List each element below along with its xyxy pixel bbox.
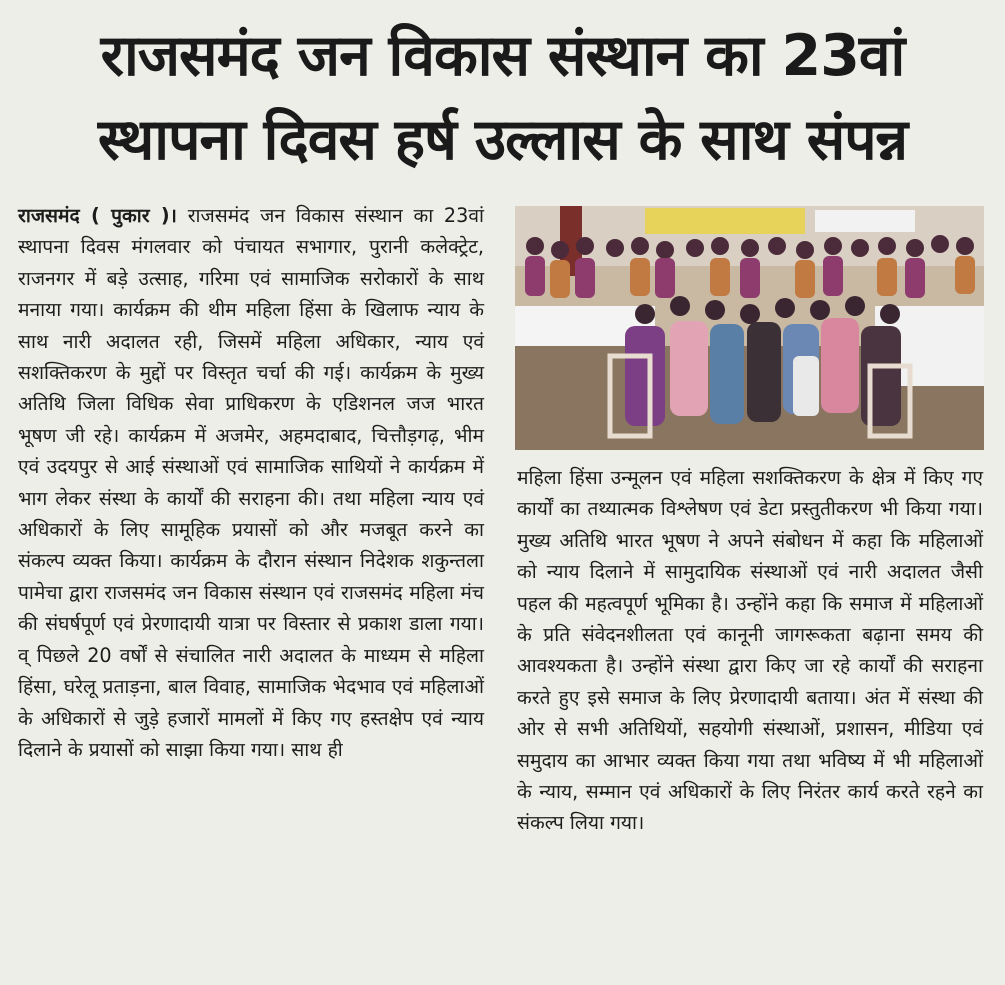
group-photo <box>515 206 984 450</box>
dateline: राजसमंद ( पुकार )। <box>18 204 177 227</box>
article-text-left: राजसमंद जन विकास संस्थान का 23वां स्थापना दिवस मंगलवार को पंचायत सभागार, पुरानी कलेक्ट्रेट, राजनगर में बड़े उत्साह, गरिमा एवं सामाजिक सरोकारों के साथ मनाया गया। कार्यक्रम की थीम महिला हिंसा के खिलाफ न्याय के साथ नारी अदालत रही, जिसमें महिला अधिकार, न्याय एवं सशक्तिकरण के मुद्दों पर विस्तृत चर्चा की गई। कार्यक्रम के मुख्य अतिथि जिला विधिक सेवा प्राधिकरण के एडिशनल जज भारत भूषण जी रहे। कार्यक्रम में अजमेर, अहमदाबाद, चित्तौड़गढ़, भीम एवं उदयपुर से आई संस्थाओं एवं सामाजिक साथियों ने कार्यक्रम में भाग लेकर संस्था के कार्यों की सराहना की। तथा महिला न्याय एवं अधिकारों के लिए सामूहिक प्रयासों को और मजबूत करने का संकल्प व्यक्त किया। कार्यक्रम के दौरान संस्थान निदेशक शकुन्तला पामेचा द्वारा राजसमंद जन विकास संस्थान एवं राजसमंद महिला मंच की संघर्षपूर्ण एवं प्रेरणादायी यात्रा पर विस्तार से प्रकाश डाला गया। व् पिछले 20 वर्षों से संचालित नारी अदालत के माध्यम से महिला हिंसा, घरेलू प्रताड़ना, बाल विवाह, सामाजिक भेदभाव एवं महिलाओं के अधिकारों से जुड़े हजारों मामलों में किए गए हस्तक्षेप एवं न्याय दिलाने के प्रयासों को साझा किया गया। साथ ही <box>18 204 484 761</box>
article-column-right <box>517 462 983 839</box>
headline <box>0 14 1005 182</box>
headline-line-2: स्थापना दिवस हर्ष उल्लास के साथ संपन्न <box>97 107 908 173</box>
article-text-right: महिला हिंसा उन्मूलन एवं महिला सशक्तिकरण के क्षेत्र में किए गए कार्यों का तथ्यात्मक विश्लेषण एवं डेटा प्रस्तुतीकरण भी किया गया। मुख्य अतिथि भारत भूषण ने अपने संबोधन में कहा कि महिलाओं को न्याय दिलाने में सामुदायिक संस्थाओं एवं नारी अदालत जैसी पहल की महत्वपूर्ण भूमिका है। उन्होंने कहा कि समाज में महिलाओं के प्रति संवेदनशीलता एवं कानूनी जागरूकता बढ़ाना समय की आवश्यकता है। उन्होंने संस्था द्वारा किए जा रहे कार्यों की सराहना करते हुए इसे समाज के लिए प्रेरणादायी बताया। अंत में संस्था की ओर से सभी अतिथियों, सहयोगी संस्थाओं, प्रशासन, मीडिया एवं समुदाय का आभार व्यक्त किया गया तथा भविष्य में भी महिलाओं के न्याय, सम्मान एवं अधिकारों के लिए निरंतर कार्य करते रहने का संकल्प लिया गया। <box>517 466 983 835</box>
article-column-left <box>18 200 484 765</box>
headline-line-1: राजसमंद जन विकास संस्थान का 23वां <box>100 23 905 89</box>
group-photo-image <box>515 206 984 450</box>
article-paragraph-left <box>18 200 484 765</box>
